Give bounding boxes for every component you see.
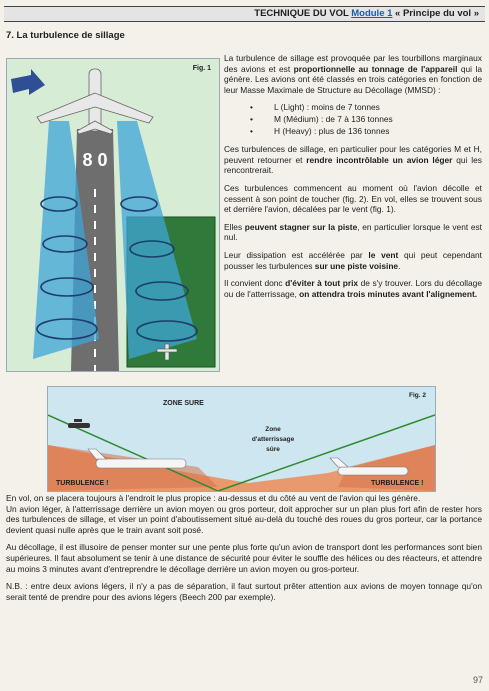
bottom-text-block <box>6 493 482 609</box>
text-span: qui la génère. Les avions ont été classés en trois catégories en fonction de leur Masse Maximale de Structure au Décollage (MMSD) : <box>224 63 482 95</box>
runway-number: 8 0 <box>82 150 108 170</box>
header-module: Module 1 <box>351 8 393 19</box>
bold-text: peuvent stagner sur la piste <box>244 221 358 232</box>
page-number: 97 <box>472 675 483 685</box>
section-title: 7. La turbulence de sillage <box>6 30 125 41</box>
paragraph-2 <box>224 144 482 176</box>
main-text-column <box>224 53 482 306</box>
bottom-paragraph-1: En vol, on se placera toujours à l'endroit le plus propice : au-dessus et du côté au vent de l'avion qui les génère. <box>6 493 421 503</box>
turbulence-label-right: TURBULENCE ! <box>371 480 424 487</box>
figure-2 <box>47 386 436 492</box>
zone-landing-label-2: d'atterrissage <box>251 436 295 443</box>
text-span: La turbulence de sillage est provoquée par les tourbillons marginaux des avions et est <box>224 53 482 74</box>
text-span: , en particulier lorsque le vent est nul. <box>224 221 482 243</box>
header-prefix: TECHNIQUE DU VOL <box>254 8 352 19</box>
text-span: qui les rencontrerait. <box>224 154 482 176</box>
list-item: • L (Light) : moins de 7 tonnes <box>250 102 482 113</box>
paragraph-1 <box>224 53 482 95</box>
zone-landing-label-1: Zone <box>265 426 281 433</box>
paragraph-5 <box>224 250 482 271</box>
bold-text: rendre incontrôlable un avion léger <box>306 154 453 165</box>
bold-text: proportionnelle au tonnage de l'appareil <box>293 63 458 74</box>
bottom-paragraph-3: Au décollage, il est illusoire de penser monter sur une pente plus forte qu'un avion de transport dont les performances sont bien supérieures. Il faut absolument se tenir à une distance de sécurité pour éviter le souffle des hélices ou des réacteurs, et attendre au moins 3 minutes avant d'entreprendre le décollage derrière un avion moyen ou gros-porteur. <box>6 542 482 574</box>
figure-2-label: Fig. 2 <box>409 392 426 399</box>
figure-1-illustration <box>7 59 219 371</box>
category-list <box>224 102 482 136</box>
text-span: . <box>398 260 401 271</box>
paragraph-6 <box>224 278 482 299</box>
bold-text: le vent <box>368 249 399 260</box>
figure-1 <box>6 58 220 372</box>
text-span: Ces turbulences de sillage, en particulier pour les catégories M et H, peuvent retourner et <box>224 144 482 165</box>
zone-landing-label-3: sûre <box>266 446 280 453</box>
figure-1-label: Fig. 1 <box>192 65 211 72</box>
figure-2-illustration <box>48 387 435 491</box>
page-header <box>4 6 485 22</box>
text-span: Elles <box>224 221 245 232</box>
bold-text: d'éviter à tout prix <box>285 278 359 289</box>
list-item: • H (Heavy) : plus de 136 tonnes <box>250 126 482 137</box>
bold-text: on attendra trois minutes avant l'alignement. <box>299 288 478 299</box>
list-item: • M (Médium) : de 7 à 136 tonnes <box>250 114 482 125</box>
bottom-paragraph-2: Un avion léger, à l'atterrissage derrière un avion moyen ou gros porteur, doit approcher sur un plan plus fort afin de rester hors des turbulences de sillage, et viser un point d'aboutissement situé au-delà du touché des roues du gros porteur, car la portance devient quasi nulle après que le train avant soit posé. <box>6 503 482 535</box>
text-span: Il convient donc <box>224 278 286 289</box>
text-span: de s'y trouver. Lors du décollage ou de l'atterrissage, <box>224 278 482 299</box>
text-span: Leur dissipation est accélérée par <box>224 249 369 260</box>
zone-sure-label: ZONE SURE <box>163 400 204 407</box>
text-span: qui peut cependant pousser les turbulences <box>224 249 482 271</box>
paragraph-3: Ces turbulences commencent au moment où l'avion décolle et cessent à son point de toucher (fig. 2). En vol, elles se trouvent sous et derrière l'avion, décalées par le vent (fig. 1). <box>224 182 482 215</box>
paragraph-4 <box>224 222 482 243</box>
turbulence-label-left: TURBULENCE ! <box>56 480 109 487</box>
bold-text: sur une piste voisine <box>314 260 399 271</box>
header-suffix: « Principe du vol » <box>392 8 479 19</box>
wind-arrow <box>11 69 45 95</box>
bottom-paragraph-4: N.B. : entre deux avions légers, il n'y a pas de séparation, il faut surtout prêter attention aux avions de moyen tonnage qu'on serait tenté de prendre pour des avions légers (Beech 200 par exemple). <box>6 581 482 602</box>
